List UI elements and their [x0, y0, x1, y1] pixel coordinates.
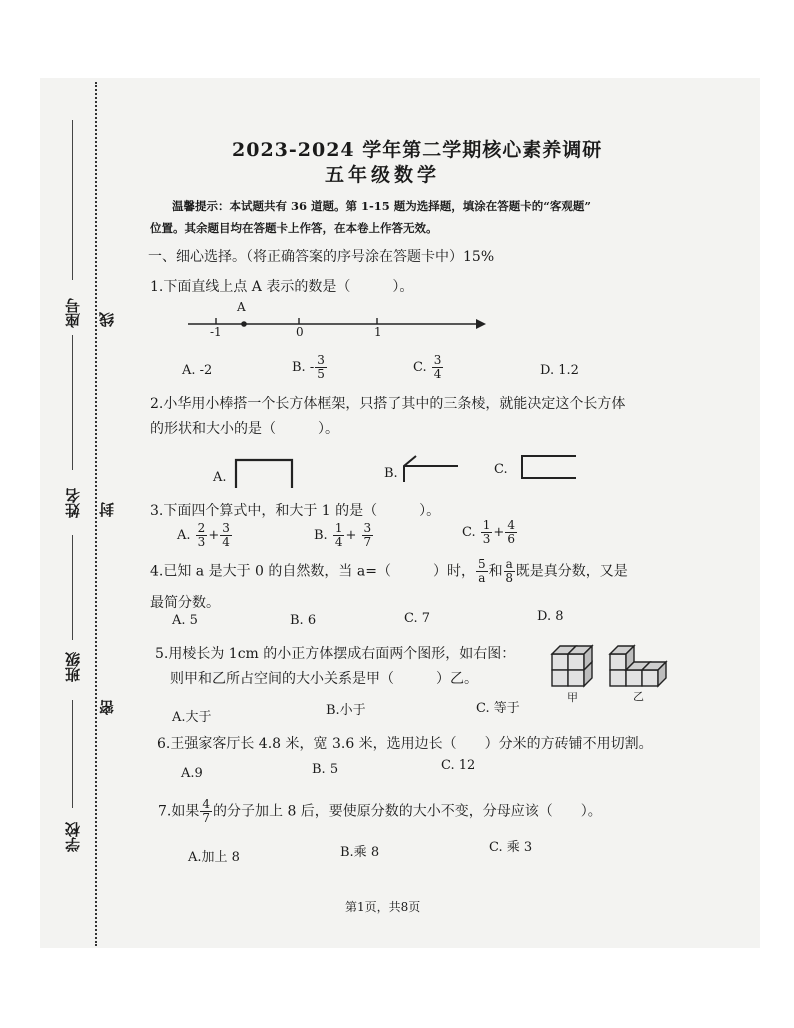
q1-option-b: B. - $\frac{3}{5}$	[292, 353, 325, 381]
q2-option-c-label: C.	[494, 462, 508, 477]
class-label: 班级	[64, 652, 82, 682]
q3-option-a: A. $\frac{2}{3}$ + $\frac{3}{4}$	[177, 521, 230, 549]
q7-text: 7.如果 $\frac{4}{7}$ 的分子加上 8 后，要使原分数的大小不变，分母应该（ ）。	[158, 797, 602, 825]
q3-option-b: B. $\frac{1}{4}$ + $\frac{3}{7}$	[314, 521, 372, 549]
seat-number-label: 座号	[64, 298, 82, 328]
school-label: 学校	[64, 822, 82, 852]
q1-number-line	[180, 298, 490, 340]
q6-text: 6.王强家客厅长 4.8 米，宽 3.6 米，选用边长（ ）分米的方砖铺不用切割。	[157, 736, 653, 752]
q1-option-c: C. $\frac{3}{4}$	[413, 353, 442, 381]
q6-option-c: C. 12	[441, 758, 476, 773]
q4-line-1: 4.已知 a 是大于 0 的自然数，当 a=（ ）时， $\frac{5}{a}$ 和 $\frac{a}{8}$ 既是真分数，又是	[150, 557, 628, 585]
seal-char-line: 线	[98, 312, 116, 327]
exam-title: 2023-2024 学年第二学期核心素养调研	[232, 139, 603, 161]
seat-number-line	[72, 120, 73, 280]
q5-cube-figures	[548, 636, 678, 692]
figure-yi-label: 乙	[633, 690, 644, 703]
point-a-marker	[241, 321, 247, 327]
q5-line-2: 则甲和乙所占空间的大小关系是甲（ ）乙。	[170, 671, 478, 687]
point-a-label: A	[237, 300, 246, 314]
q5-option-b: B.小于	[326, 703, 366, 718]
q4-option-d: D. 8	[537, 609, 564, 624]
seal-char-seal: 封	[98, 502, 116, 517]
q4-option-a: A. 5	[172, 613, 198, 628]
q2-option-c-figure	[518, 452, 580, 482]
tick-label-1: 1	[374, 325, 382, 339]
tick-label-0: 0	[296, 325, 304, 339]
q1-option-d: D. 1.2	[540, 363, 579, 378]
q2-option-a-figure	[232, 456, 296, 490]
q5-line-1: 5.用棱长为 1cm 的小正方体摆成右面两个图形，如右图：	[155, 646, 516, 662]
q4-option-b: B. 6	[290, 613, 317, 628]
q2-option-b-label: B.	[384, 466, 398, 481]
q2-option-a-label: A.	[213, 470, 227, 485]
q2-line-1: 2.小华用小棒搭一个长方体框架，只搭了其中的三条棱，就能决定这个长方体	[150, 396, 626, 412]
exam-subtitle: 五年级数学	[325, 164, 441, 186]
figure-jia	[552, 646, 592, 686]
notice-line-2: 位置。其余题目均在答题卡上作答，在本卷上作答无效。	[150, 221, 438, 235]
q4-option-c: C. 7	[404, 611, 431, 626]
q6-option-a: A.9	[181, 766, 203, 781]
section-1-heading: 一、细心选择。（将正确答案的序号涂在答题卡中）15%	[148, 249, 495, 265]
q2-line-2: 的形状和大小的是（ ）。	[150, 421, 339, 437]
q1-text: 1.下面直线上点 A 表示的数是（ ）。	[150, 279, 414, 295]
figure-yi	[610, 646, 666, 686]
q5-option-c: C. 等于	[476, 701, 520, 716]
name-label: 姓名	[64, 488, 82, 518]
q7-option-c: C. 乘 3	[489, 840, 533, 855]
name-line	[72, 335, 73, 470]
q4-line-2: 最简分数。	[150, 595, 220, 611]
q2-option-b-figure	[398, 452, 462, 486]
q1-option-a: A. -2	[182, 363, 213, 378]
q6-option-b: B. 5	[312, 762, 339, 777]
q7-option-a: A.加上 8	[188, 850, 240, 865]
q3-option-c: C. $\frac{1}{3}$ + $\frac{4}{6}$	[462, 518, 515, 546]
q3-text: 3.下面四个算式中，和大于 1 的是（ ）。	[150, 503, 441, 519]
tick-label-neg1: -1	[210, 325, 222, 339]
school-line	[72, 700, 73, 808]
page-number: 第1页，共8页	[345, 900, 421, 914]
figure-jia-label: 甲	[567, 691, 578, 704]
seal-char-secret: 密	[98, 700, 116, 715]
notice-line-1: 温馨提示：本试题共有 36 道题。第 1-15 题为选择题，填涂在答题卡的“客观题”	[172, 199, 592, 213]
class-line	[72, 535, 73, 640]
q5-option-a: A.大于	[172, 710, 212, 725]
q7-option-b: B.乘 8	[340, 845, 380, 860]
